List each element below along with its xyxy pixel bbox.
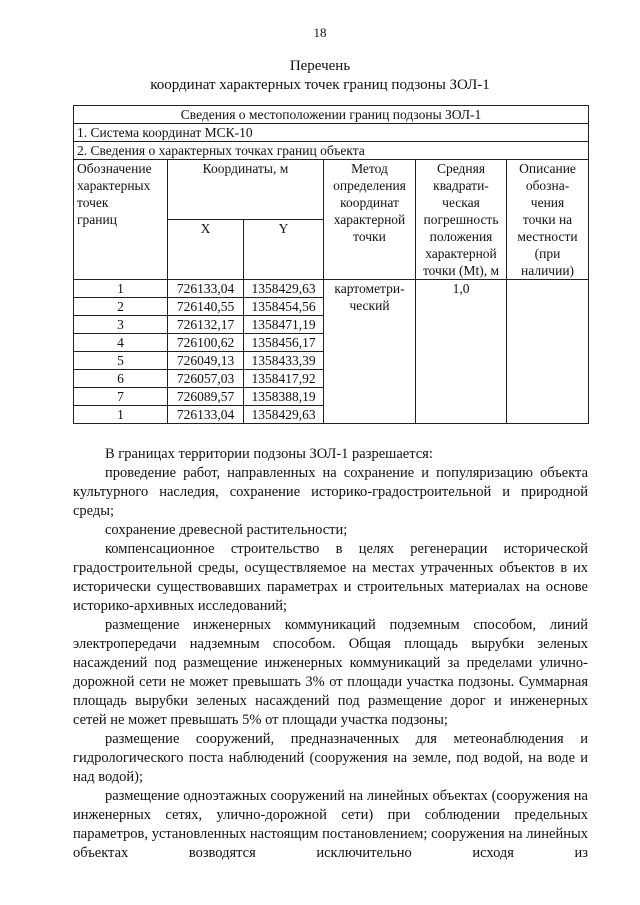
error-value: 1,0 xyxy=(416,280,507,424)
header-method: Метод определения координат характерной точки xyxy=(324,160,416,280)
method-value: картометри- ческий xyxy=(324,280,416,424)
header-y: Y xyxy=(244,220,324,280)
header-designation: Обозначение характерных точек границ xyxy=(74,160,168,280)
paragraph-item: сохранение древесной растительности; xyxy=(105,522,348,538)
header-description: Описание обозна- чения точки на местности (при наличии) xyxy=(507,160,589,280)
document-title xyxy=(0,57,640,95)
header-x: X xyxy=(168,220,244,280)
table-main-header: Сведения о местоположении границ подзоны ЗОЛ-1 xyxy=(74,106,589,124)
table-row: 5 726049,13 1358433,39 xyxy=(74,352,589,370)
table-row: 6 726057,03 1358417,92 xyxy=(74,370,589,388)
table-row: 4 726100,62 1358456,17 xyxy=(74,334,589,352)
page-number: 18 xyxy=(313,25,327,40)
paragraph-item: проведение работ, направленных на сохранение и популяризацию объекта культурного наследия, сохранение историко-градостроительной и природной среды; xyxy=(73,465,588,519)
paragraph-item: компенсационное строительство в целях регенерации исторической градостроительной среды, осуществляемое на местах утраченных объектов в их исторически существовавших параметрах и строительных материалах на основе историко-архивных исследований; xyxy=(73,541,588,614)
header-error: Средняя квадрати- ческая погрешность положения характерной точки (Mt), м xyxy=(416,160,507,280)
coordinates-table xyxy=(73,105,589,424)
table-row: 2 726140,55 1358454,56 xyxy=(74,298,589,316)
title-line-2: координат характерных точек границ подзоны ЗОЛ-1 xyxy=(150,77,490,93)
paragraph-item: размещение сооружений, предназначенных для метеонаблюдения и гидрологического поста наблюдений (сооружения на земле, под водой, на воде и над водой); xyxy=(73,731,588,785)
paragraph-intro: В границах территории подзоны ЗОЛ-1 разрешается: xyxy=(105,446,433,462)
points-info-row: 2. Сведения о характерных точках границ объекта xyxy=(74,142,589,160)
table-row: 1 726133,04 1358429,63 картометри- ческий 1,0 xyxy=(74,280,589,298)
description-value xyxy=(507,280,589,424)
paragraph-item: размещение одноэтажных сооружений на линейных объектах (сооружения на инженерных сетях, улично-дорожной сети) при соблюдении предельных параметров, установленных настоящим постановлением; сооружения на линейных объектах возводятся исключительно исходя из xyxy=(73,788,588,861)
title-line-1: Перечень xyxy=(289,58,351,74)
table-row: 7 726089,57 1358388,19 xyxy=(74,388,589,406)
coordinate-system-row: 1. Система координат МСК-10 xyxy=(74,124,589,142)
table-row: 1 726133,04 1358429,63 xyxy=(74,406,589,424)
header-coordinates: Координаты, м xyxy=(168,160,324,220)
table-row: 3 726132,17 1358471,19 xyxy=(74,316,589,334)
paragraph-item: размещение инженерных коммуникаций подземным способом, линий электропередачи надземным способом. Общая площадь вырубки зеленых насаждений под размещение инженерных коммуникаций за пределами улично-дорожной сети не может превышать 3% от площади участка подзоны. Суммарная площадь вырубки зеленых насаждений под размещение дорог и инженерных сетей не может превышать 5% от площади участка подзоны; xyxy=(73,617,588,728)
regulations-text xyxy=(73,445,588,863)
